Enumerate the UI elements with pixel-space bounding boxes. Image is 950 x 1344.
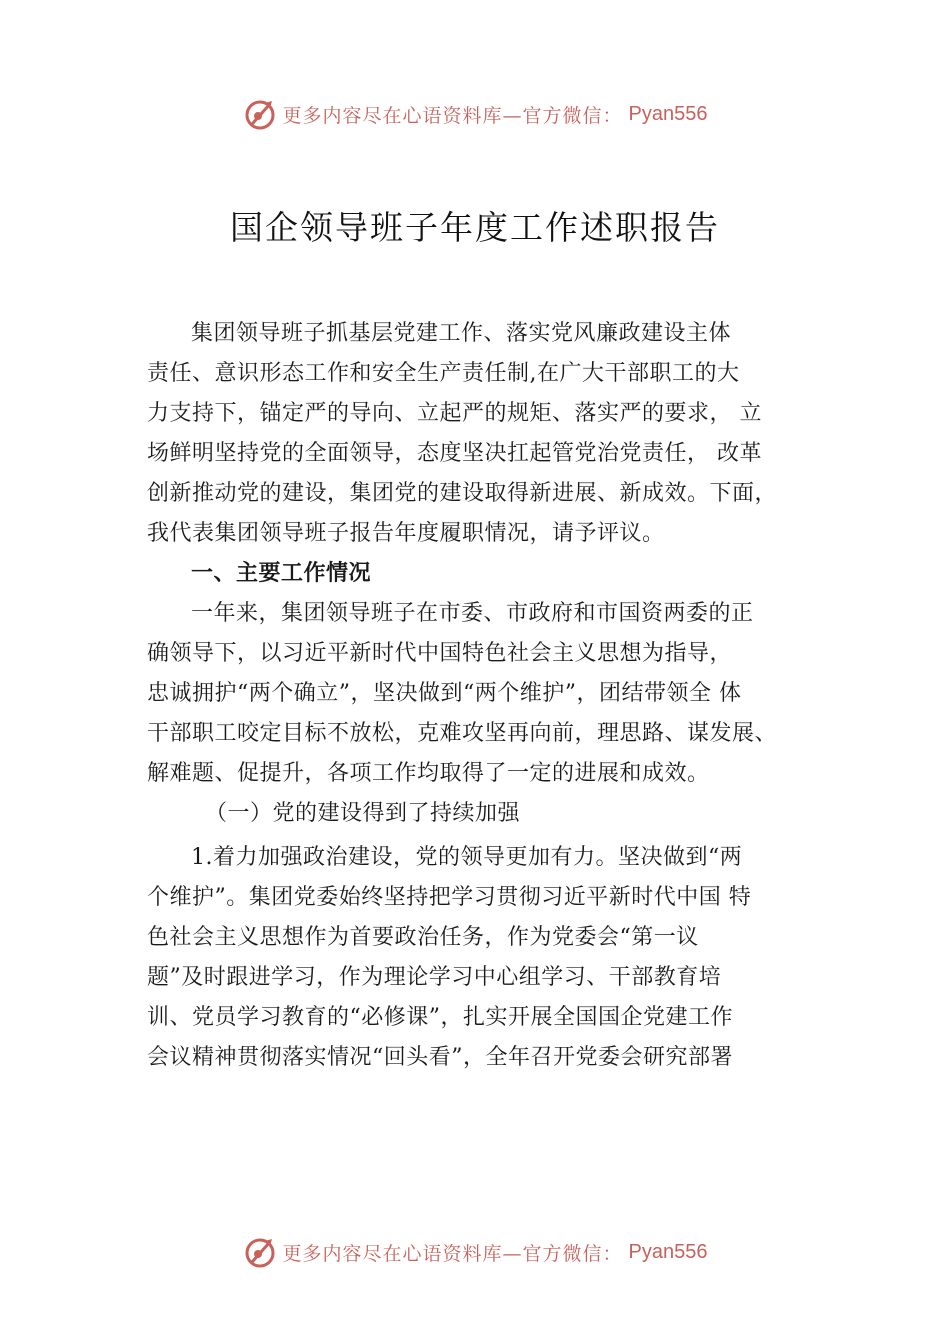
section-heading: 一、主要工作情况	[191, 561, 372, 586]
paragraph-line: 一年来，集团领导班子在市委、市政府和市国资两委的正	[191, 601, 754, 626]
paragraph-line: 忠诚拥护“两个确立”，坚决做到“两个维护”，团结带领全 体	[147, 681, 742, 706]
watermark-banner-bottom	[0, 1232, 950, 1272]
watermark-text: 更多内容尽在心语资料库—官方微信：	[282, 104, 623, 127]
paragraph-line: 会议精神贯彻落实情况“回头看”，全年召开党委会研究部署	[147, 1045, 733, 1070]
paragraph-line: 力支持下，锚定严的导向、立起严的规矩、落实严的要求， 立	[147, 401, 762, 426]
paragraph-line: 色社会主义思想作为首要政治任务，作为党委会“第一议	[147, 925, 699, 950]
paragraph-line: 场鲜明坚持党的全面领导，态度坚决扛起管党治党责任， 改革	[147, 441, 762, 466]
paragraph-line: 解难题、促提升，各项工作均取得了一定的进展和成效。	[147, 761, 710, 786]
paragraph-line: 个维护”。集团党委始终坚持把学习贯彻习近平新时代中国 特	[147, 885, 752, 910]
watermark-banner-top	[0, 94, 950, 134]
document-title: 国企领导班子年度工作述职报告	[230, 208, 720, 247]
paragraph-line: 确领导下，以习近平新时代中国特色社会主义思想为指导，	[147, 641, 733, 666]
watermark-wechat-id: Pyan556	[628, 102, 708, 125]
paragraph-line: 训、党员学习教育的“必修课”，扎实开展全国国企党建工作	[147, 1005, 733, 1030]
document-body	[147, 314, 837, 1078]
logo-icon	[243, 1235, 277, 1269]
paragraph-line: 干部职工咬定目标不放松，克难攻坚再向前，理思路、谋发展、	[147, 721, 778, 746]
watermark-wechat-id: Pyan556	[628, 1240, 708, 1263]
logo-icon	[243, 97, 277, 131]
paragraph-line: 集团领导班子抓基层党建工作、落实党风廉政建设主体	[191, 321, 732, 346]
paragraph-line: 创新推动党的建设，集团党的建设取得新进展、新成效。下面，	[147, 481, 778, 506]
subsection-heading: （一）党的建设得到了持续加强	[205, 801, 521, 826]
paragraph-line: 我代表集团领导班子报告年度履职情况，请予评议。	[147, 521, 665, 546]
paragraph-line: 责任、意识形态工作和安全生产责任制,在广大干部职工的大	[147, 361, 740, 386]
paragraph-line: 题”及时跟进学习，作为理论学习中心组学习、干部教育培	[147, 965, 722, 990]
paragraph-line: 1.着力加强政治建设，党的领导更加有力。坚决做到“两	[191, 845, 743, 870]
watermark-text: 更多内容尽在心语资料库—官方微信：	[282, 1242, 623, 1265]
